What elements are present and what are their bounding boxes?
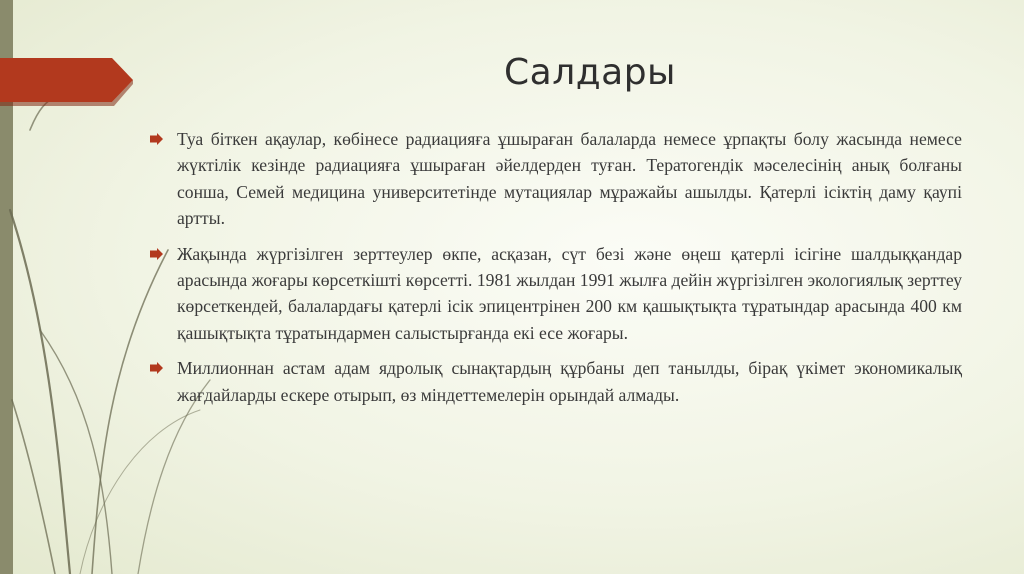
arrow-bullet-icon (150, 362, 163, 374)
bullet-list (150, 126, 962, 417)
bullet-text: Туа біткен ақаулар, көбінесе радиацияға ұшыраған балаларда немесе ұрпақты болу жасында немесе жүктілік кезінде радиацияға ұшыраған әйелдерден туған. Тератогендік мәселесінің анық болғаны сонша, Семей медицина университетінде мутациялар мұражайы ашылды. Қатерлі ісіктің даму қаупі артты. (177, 129, 962, 229)
bullet-item (150, 126, 962, 232)
slide-title: Салдары (504, 52, 676, 93)
bullet-text: Миллионнан астам адам ядролық сынақтардың құрбаны деп танылды, бірақ үкімет экономикалық жағдайларды ескере отырып, өз міндеттемелерін орындай алмады. (177, 358, 962, 405)
arrow-bullet-icon (150, 133, 163, 145)
bullet-item (150, 241, 962, 347)
bullet-item (150, 355, 962, 408)
arrow-bullet-icon (150, 248, 163, 260)
bullet-text: Жақында жүргізілген зерттеулер өкпе, асқазан, сүт безі және өңеш қатерлі ісігіне шалдыққандар арасында жоғары көрсеткішті көрсетті. 1981 жылдан 1991 жылға дейін жүргізілген экологиялық зерттеу көрсеткендей, балалардағы қатерлі ісік эпицентрінен 200 км қашықтықта тұратындар арасында 400 км қашықтықта тұратындармен салыстырғанда екі есе жоғары. (177, 243, 962, 343)
